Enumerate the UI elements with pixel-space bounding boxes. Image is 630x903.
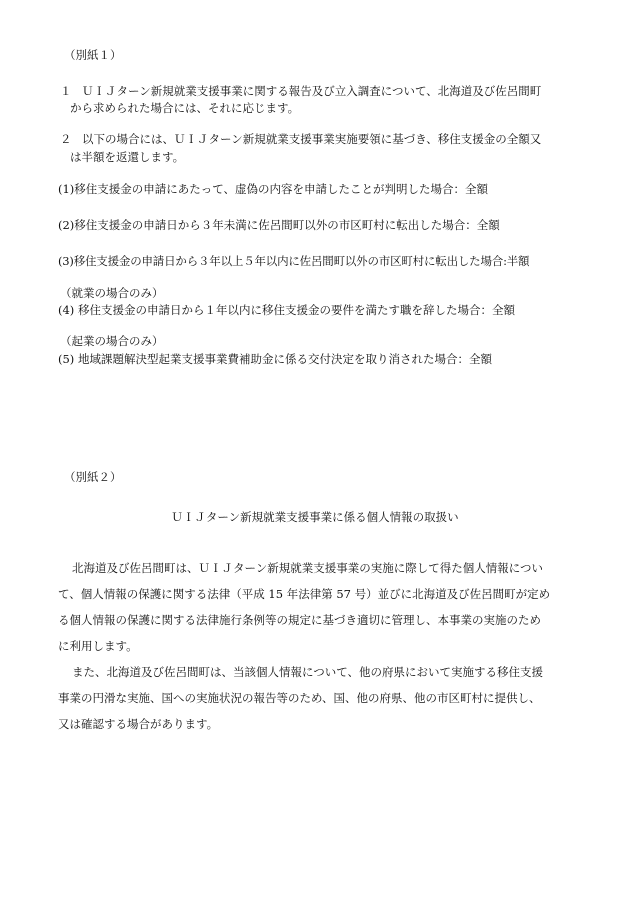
paragraph-1-line-2: て、個人情報の保護に関する法律（平成 15 年法律第 57 号）並びに北海道及び佐呂間町が定め (58, 587, 551, 601)
paragraph-1-line-1: 北海道及び佐呂間町は、ＵＩＪターン新規就業支援事業の実施に際して得た個人情報につい (72, 561, 544, 575)
case-2: (2)移住支援金の申請日から３年未満に佐呂間町以外の市区町村に転出した場合：全額 (58, 218, 500, 232)
item-2-line-2: は半額を返還します。 (70, 150, 185, 164)
paragraph-1-line-4: に利用します。 (58, 639, 138, 653)
startup-only-heading: （起業の場合のみ） (60, 334, 164, 348)
item-2-line-1: 以下の場合には、ＵＩＪターン新規就業支援事業実施要領に基づき、移住支援金の全額又 (82, 132, 542, 146)
item-2-number: ２ (60, 132, 72, 146)
paragraph-2-line-2: 事業の円滑な実施、国への実施状況の報告等のため、国、他の府県、他の市区町村に提供し、 (58, 691, 541, 705)
case-1: (1)移住支援金の申請にあたって、虚偽の内容を申請したことが判明した場合：全額 (58, 182, 489, 196)
item-1-line-2: から求められた場合には、それに応じます。 (70, 101, 300, 115)
case-3: (3)移住支援金の申請日から３年以上５年以内に佐呂間町以外の市区町村に転出した場合:半額 (58, 254, 530, 268)
annex-2-title: ＵＩＪターン新規就業支援事業に係る個人情報の取扱い (171, 510, 459, 524)
paragraph-1-line-3: る個人情報の保護に関する法律施行条例等の規定に基づき適切に管理し、本事業の実施のため (58, 613, 541, 627)
annex-2-label: （別紙２） (64, 470, 122, 484)
item-1-number: １ (60, 84, 72, 98)
case-5: (5) 地域課題解決型起業支援事業費補助金に係る交付決定を取り消された場合：全額 (58, 352, 492, 366)
employment-only-heading: （就業の場合のみ） (60, 286, 164, 300)
case-4: (4) 移住支援金の申請日から１年以内に移住支援金の要件を満たす職を辞した場合：全額 (58, 303, 515, 317)
item-1-line-1: ＵＩＪターン新規就業支援事業に関する報告及び立入調査について、北海道及び佐呂間町 (82, 84, 542, 98)
annex-1-label: （別紙１） (64, 48, 122, 62)
paragraph-2-line-1: また、北海道及び佐呂間町は、当該個人情報について、他の府県において実施する移住支援 (72, 665, 544, 679)
paragraph-2-line-3: 又は確認する場合があります。 (58, 717, 219, 731)
